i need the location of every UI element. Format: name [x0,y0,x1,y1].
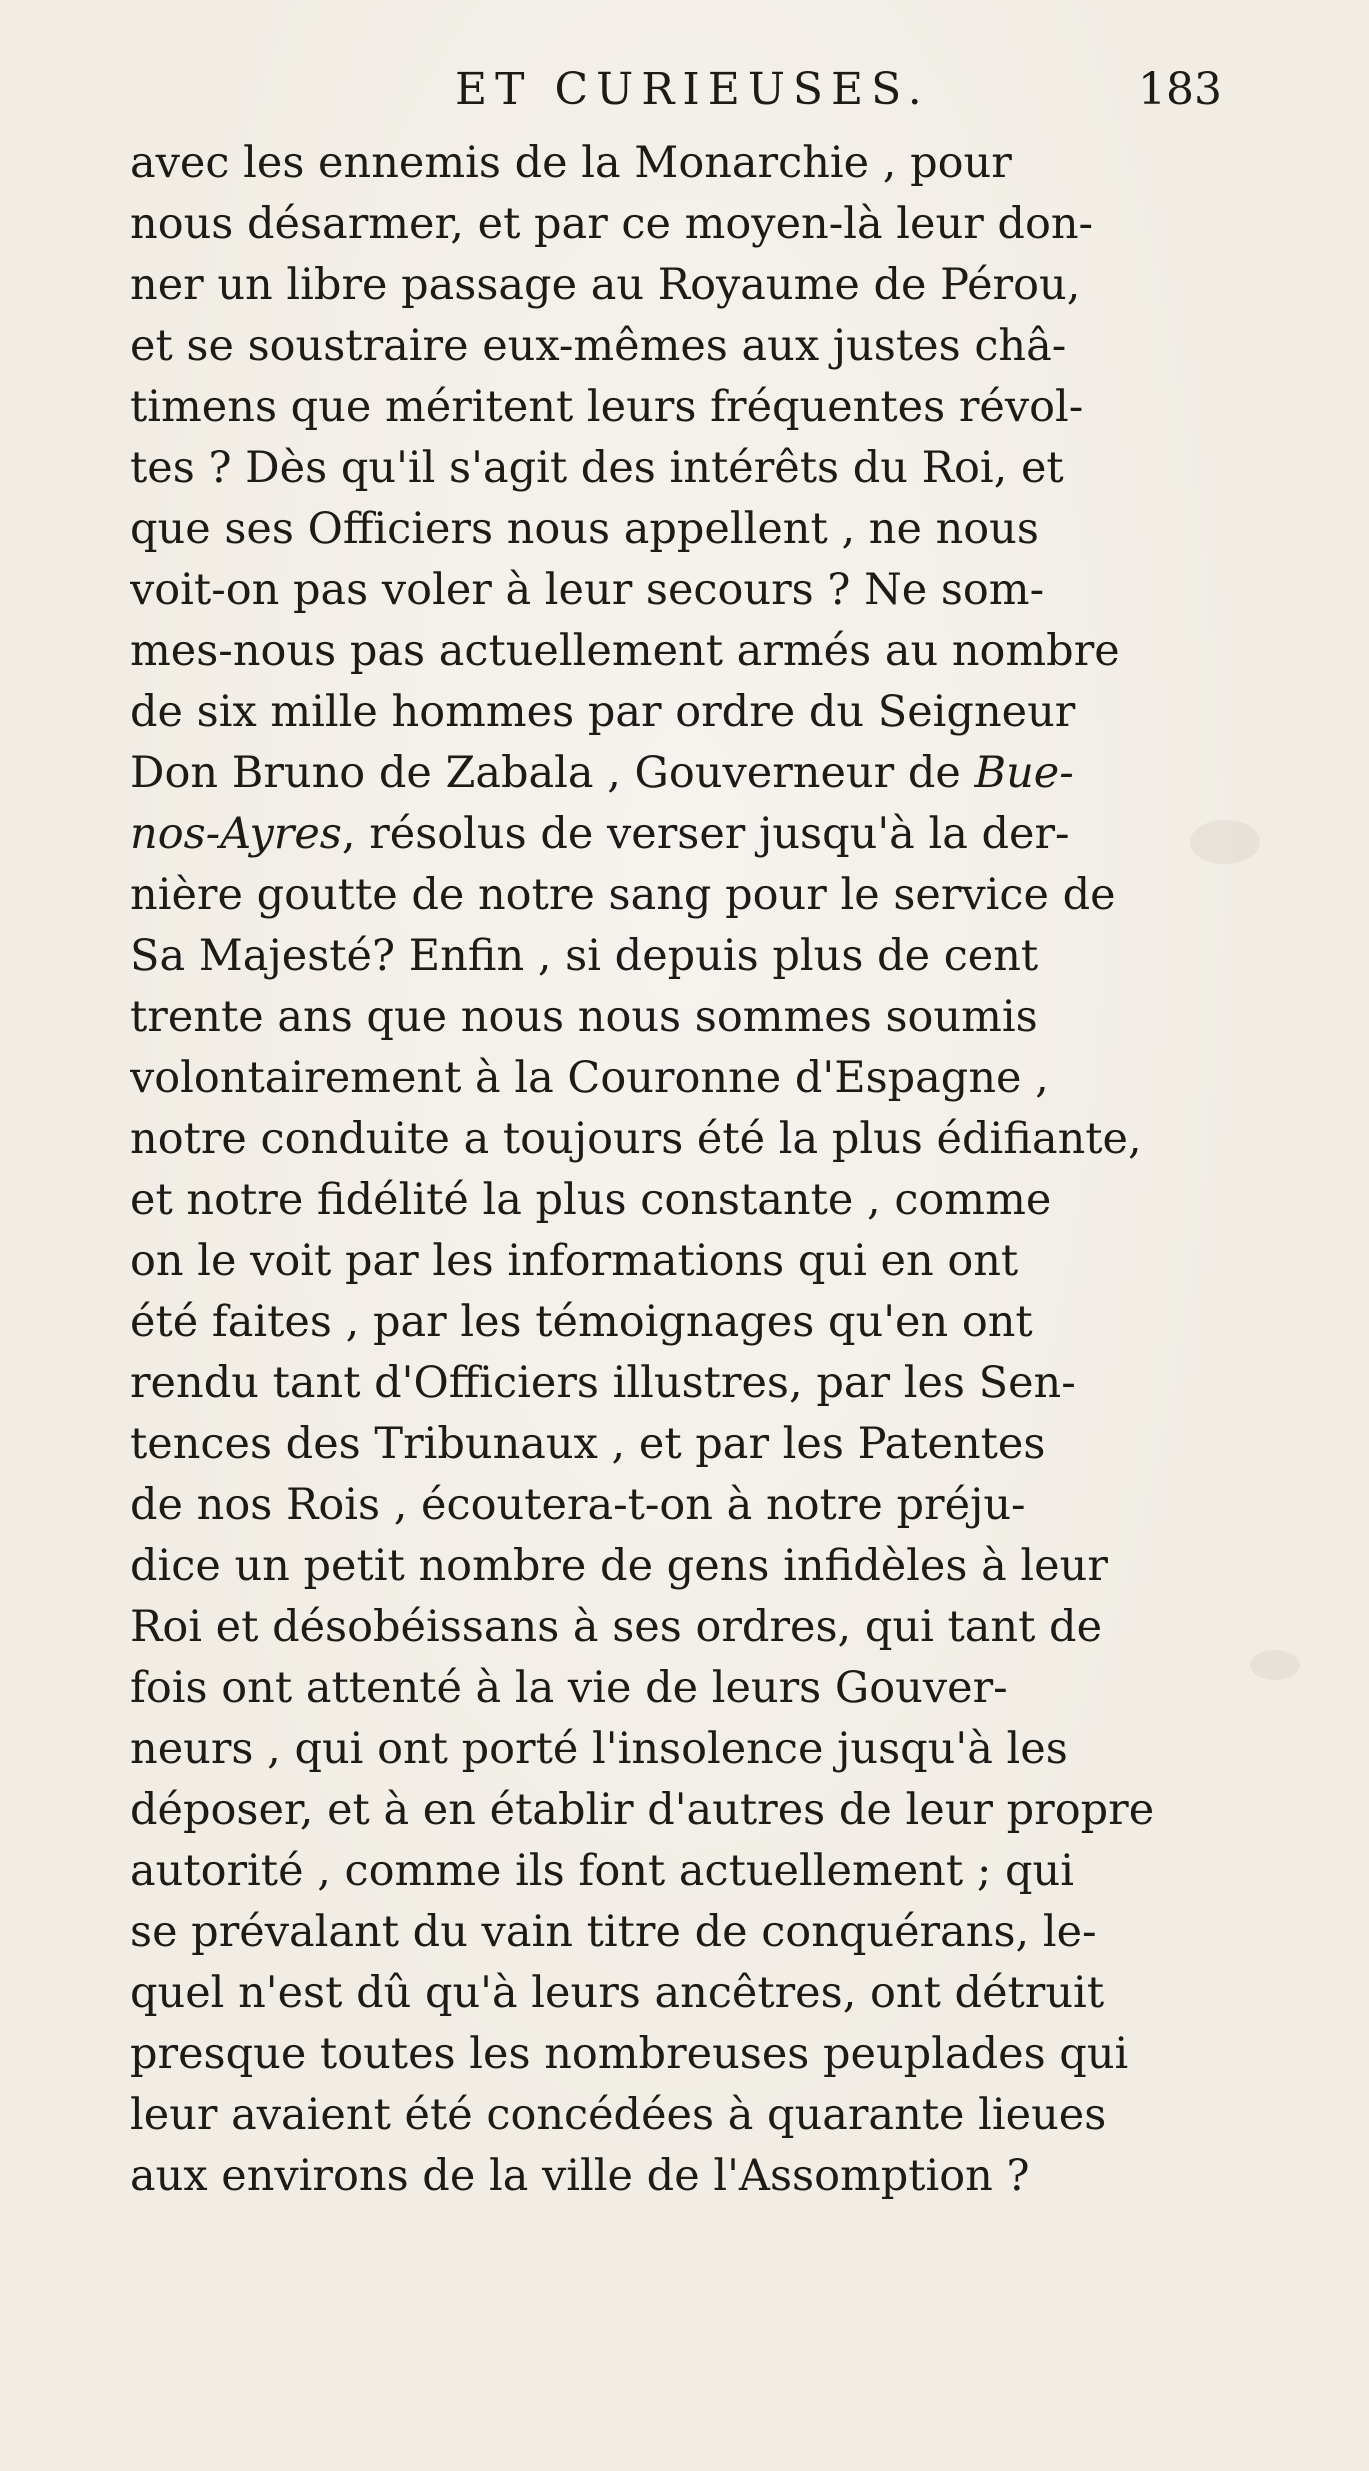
text-line: presque toutes les nombreuses peuplades qui [130,2029,1129,2079]
text-line: leur avaient été concédées à quarante lieues [130,2090,1107,2140]
text-line: nous désarmer, et par ce moyen-là leur don- [130,199,1094,249]
text-line: se prévalant du vain titre de conquérans, le- [130,1907,1097,1957]
text-line: autorité , comme ils font actuellement ; qui [130,1846,1074,1896]
paper-stain [1250,1650,1300,1680]
text-line: dice un petit nombre de gens infidèles à leur [130,1541,1108,1591]
text-line: volontairement à la Couronne d'Espagne , [130,1053,1049,1103]
running-head: ET CURIEUSES. [455,64,930,115]
text-line: aux environs de la ville de l'Assomption ? [130,2151,1030,2201]
text-line: tences des Tribunaux , et par les Patentes [130,1419,1046,1469]
text-line: trente ans que nous nous sommes soumis [130,992,1038,1042]
text-line: de six mille hommes par ordre du Seigneur [130,687,1076,737]
text-line: notre conduite a toujours été la plus édifiante, [130,1114,1142,1164]
page-number: 183 [1138,64,1222,115]
text-line: rendu tant d'Officiers illustres, par les Sen- [130,1358,1076,1408]
text-line: été faites , par les témoignages qu'en ont [130,1297,1033,1347]
italic-place-name: Bue- [974,748,1074,798]
text-line [130,804,1230,865]
text-line: et notre fidélité la plus constante , comme [130,1175,1052,1225]
text-line: timens que méritent leurs fréquentes révol- [130,382,1084,432]
text-line: de nos Rois , écoutera-t-on à notre préju- [130,1480,1026,1530]
text-line: voit-on pas voler à leur secours ? Ne som- [130,565,1045,615]
text-line: déposer, et à en établir d'autres de leur propre [130,1785,1155,1835]
text-line: fois ont attenté à la vie de leurs Gouver- [130,1663,1008,1713]
text-line: et se soustraire eux-mêmes aux justes châ- [130,321,1067,371]
text-line: avec les ennemis de la Monarchie , pour [130,138,1012,188]
text-fragment: Don Bruno de Zabala , Gouverneur de [130,748,961,798]
page-header [130,60,1250,130]
body-text [130,133,1230,2207]
text-line: Roi et désobéissans à ses ordres, qui tant de [130,1602,1103,1652]
text-line: quel n'est dû qu'à leurs ancêtres, ont détruit [130,1968,1105,2018]
text-line: tes ? Dès qu'il s'agit des intérêts du Roi, et [130,443,1064,493]
text-line: on le voit par les informations qui en ont [130,1236,1019,1286]
text-line: mes-nous pas actuellement armés au nombre [130,626,1120,676]
text-line: neurs , qui ont porté l'insolence jusqu'à les [130,1724,1068,1774]
text-line: Sa Majesté? Enfin , si depuis plus de cent [130,931,1039,981]
text-line: ner un libre passage au Royaume de Pérou, [130,260,1081,310]
text-line [130,743,1230,804]
text-line: nière goutte de notre sang pour le service de [130,870,1116,920]
text-line: que ses Officiers nous appellent , ne nous [130,504,1039,554]
text-fragment: , résolus de verser jusqu'à la der- [341,809,1070,859]
italic-place-name: nos-Ayres [130,809,342,859]
